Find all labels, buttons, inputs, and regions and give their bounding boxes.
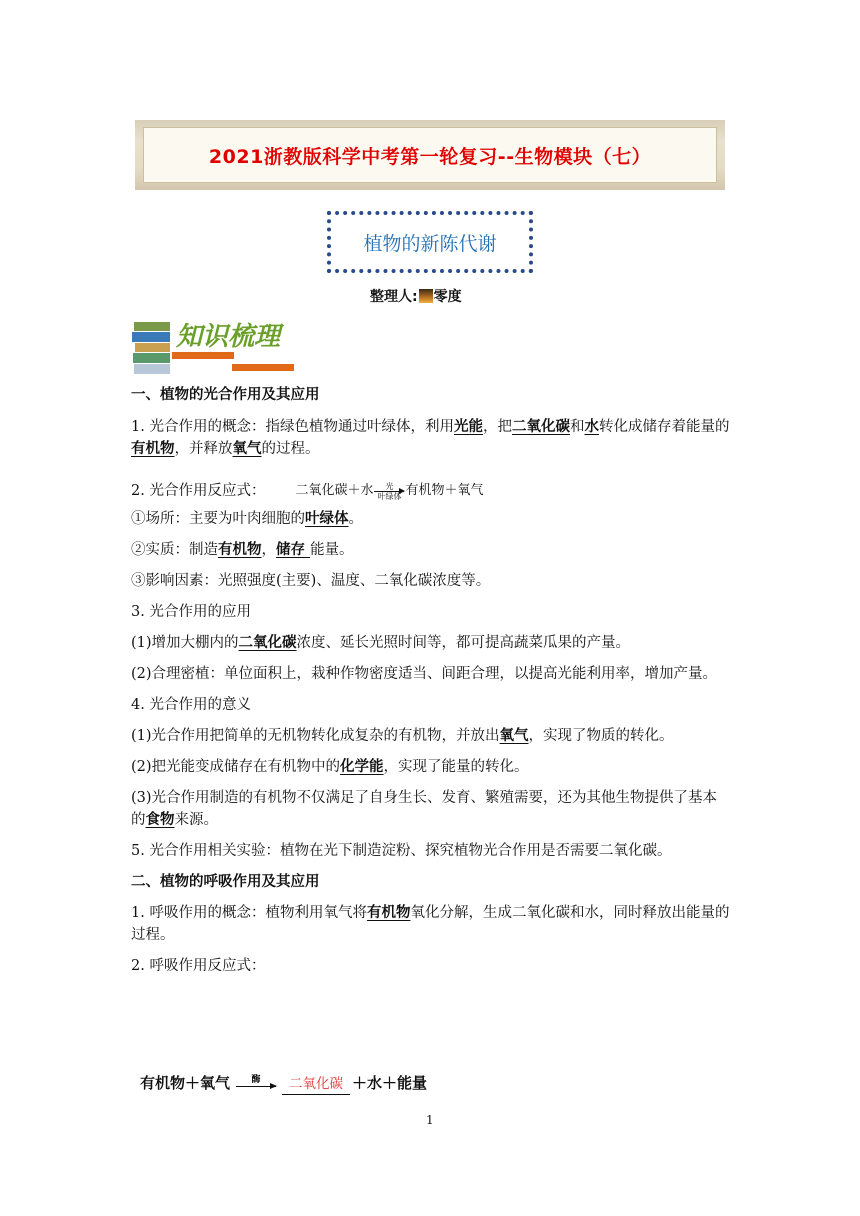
- book-icon-1: [134, 322, 170, 331]
- keyword: 氧气: [232, 440, 262, 457]
- keyword: 二氧化碳: [511, 418, 570, 435]
- compiler-name: 零度: [433, 289, 462, 305]
- section-heading-2: 二、植物的呼吸作用及其应用: [131, 874, 320, 890]
- paragraph-essence: ②实质：制造有机物，储存 能量。: [131, 541, 354, 558]
- book-icon-4: [133, 353, 170, 363]
- fill-blank-answer: 二氧化碳: [282, 1072, 350, 1095]
- paragraph-respiration-concept: 1. 呼吸作用的概念：植物利用氧气将有机物氧化分解，生成二氧化碳和水，同时释放出能量的过程。: [131, 904, 730, 943]
- decor-bar-2: [232, 364, 294, 371]
- photosynthesis-equation: 二氧化碳＋水 光 叶绿体 有机物＋氧气: [295, 481, 484, 501]
- paragraph-experiments: 5. 光合作用相关实验：植物在光下制造淀粉、探究植物光合作用是否需要二氧化碳。: [131, 843, 672, 859]
- keyword: 食物: [145, 811, 175, 828]
- subtitle-box: [327, 211, 533, 273]
- keyword: 储存: [276, 541, 311, 558]
- content-body: [131, 384, 731, 977]
- paragraph-equation-2-label: 2. 呼吸作用反应式：: [131, 958, 266, 974]
- decor-bar-1: [172, 352, 234, 359]
- paragraph-sig-3: (3)光合作用制造的有机物不仅满足了自身生长、发育、繁殖需要，还为其他生物提供了基本的食物来源。: [131, 790, 718, 828]
- paragraph-equation-1: 2. 光合作用反应式： 二氧化碳＋水 光 叶绿体 有机物＋氧气: [131, 481, 484, 501]
- keyword: 叶绿体: [305, 510, 349, 527]
- keyword: 化学能: [340, 758, 384, 775]
- paragraph-app-2: (2)合理密植：单位面积上，栽种作物密度适当、间距合理，以提高光能利用率，增加产量。: [131, 666, 718, 682]
- paragraph-sig-1: (1)光合作用把简单的无机物转化成复杂的有机物，并放出氧气，实现了物质的转化。: [131, 727, 674, 744]
- keyword: 有机物: [218, 541, 262, 558]
- section-heading-1: 一、植物的光合作用及其应用: [131, 387, 320, 403]
- logo-text: 知识梳理: [176, 322, 281, 352]
- book-icon-3: [135, 343, 170, 352]
- respiration-equation: 有机物＋氧气 酶 二氧化碳 ＋水＋能量: [140, 1070, 427, 1093]
- title-banner: [135, 120, 725, 190]
- keyword: 二氧化碳: [238, 634, 297, 651]
- arrow-icon: [236, 1086, 276, 1087]
- paragraph-sig-2: (2)把光能变成储存在有机物中的化学能，实现了能量的转化。: [131, 758, 529, 775]
- keyword: 水: [584, 418, 599, 435]
- paragraph-concept: 1. 光合作用的概念：指绿色植物通过叶绿体，利用光能，把二氧化碳和水转化成储存着能量的有机物，并释放氧气的过程。: [131, 418, 730, 457]
- paragraph-significance-title: 4. 光合作用的意义: [131, 697, 251, 713]
- keyword: 有机物: [131, 440, 175, 457]
- keyword: 有机物: [366, 904, 411, 921]
- document-title: 2021浙教版科学中考第一轮复习--生物模块（七）: [208, 145, 652, 168]
- page-number: 1: [426, 1113, 434, 1127]
- paragraph-factors: ③影响因素：光照强度(主要)、温度、二氧化碳浓度等。: [131, 573, 491, 589]
- arrow-icon: [374, 491, 404, 492]
- keyword: 光能: [453, 418, 483, 435]
- keyword: 氧气: [499, 727, 529, 744]
- book-icon-5: [134, 364, 170, 374]
- title-banner-inner: [143, 127, 717, 183]
- knowledge-summary-logo: [132, 318, 302, 380]
- paragraph-app-1: (1)增加大棚内的二氧化碳浓度、延长光照时间等，都可提高蔬菜瓜果的产量。: [131, 634, 631, 651]
- subtitle: 植物的新陈代谢: [363, 232, 497, 255]
- book-icon-2: [132, 332, 170, 342]
- paragraph-application-title: 3. 光合作用的应用: [131, 604, 251, 620]
- avatar-icon: [419, 289, 433, 303]
- compiler-label: 整理人:: [370, 289, 418, 305]
- compiler-line: [370, 286, 462, 306]
- paragraph-site: ①场所：主要为叶肉细胞的叶绿体。: [131, 510, 363, 527]
